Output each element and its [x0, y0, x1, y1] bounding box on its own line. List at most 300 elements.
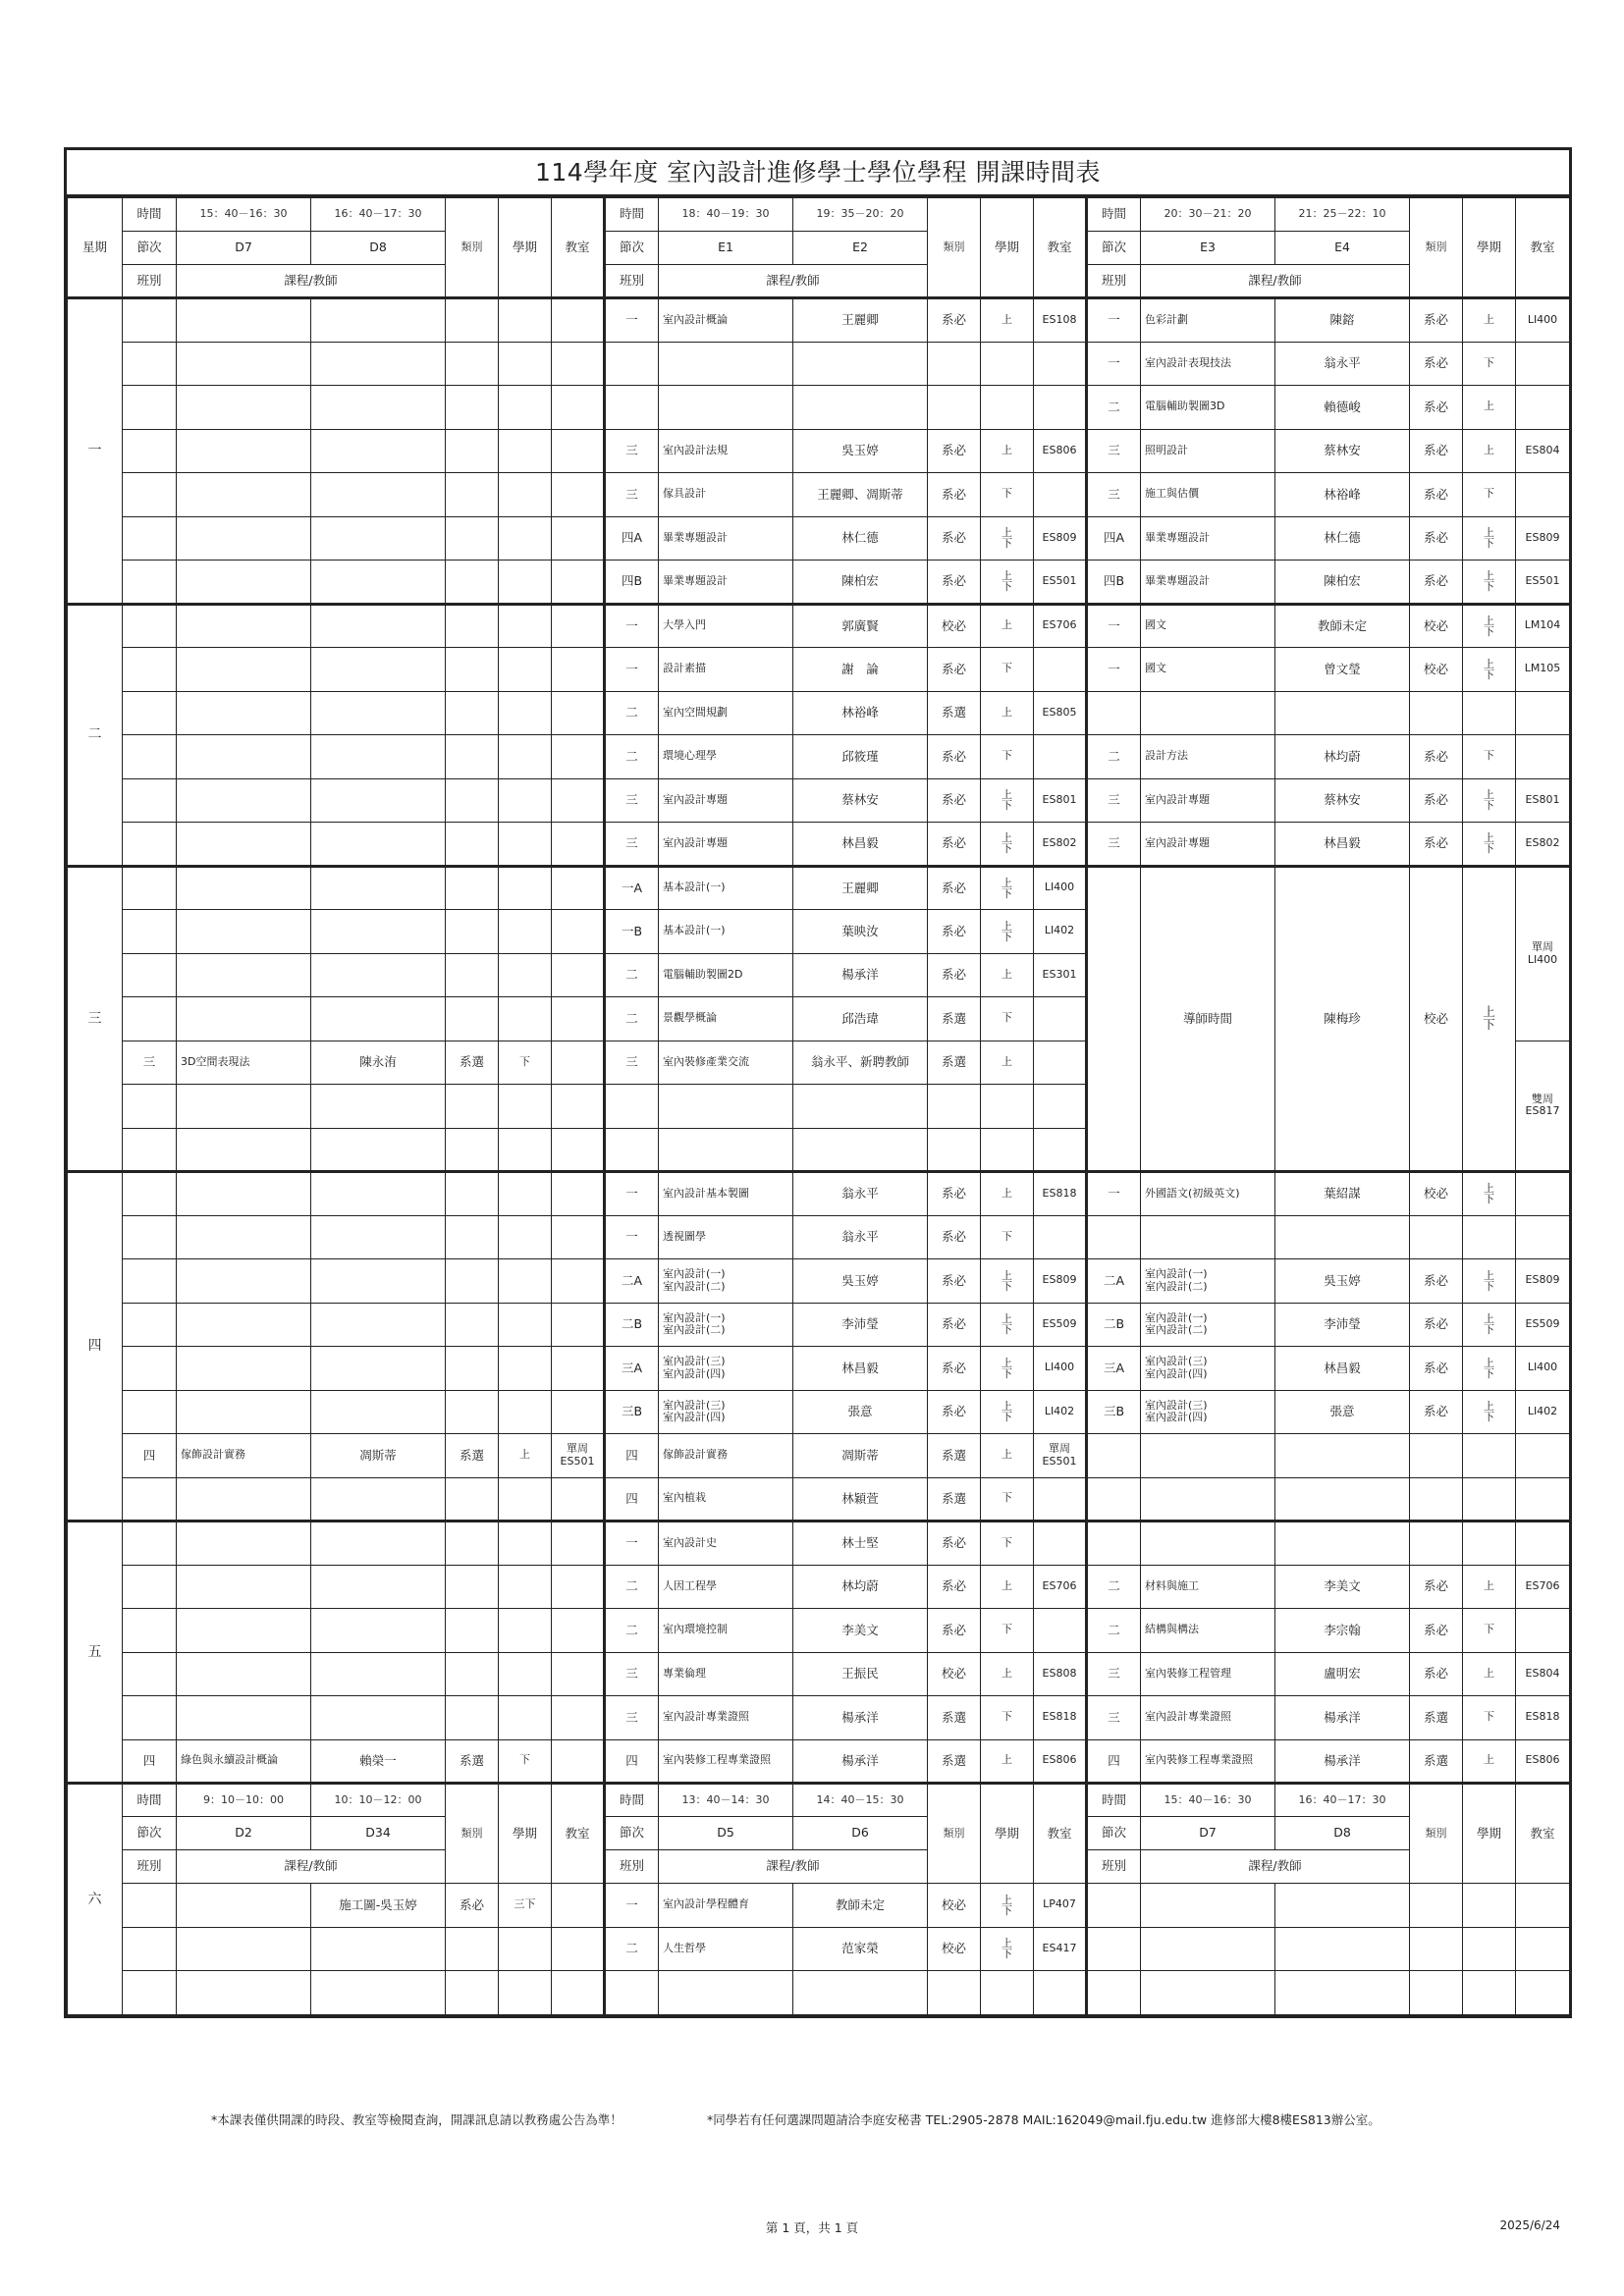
cls-id: 三 — [605, 1041, 659, 1085]
course: 室內空間規劃 — [659, 691, 793, 735]
empty-cell — [552, 735, 605, 779]
room: LI402 — [1034, 910, 1087, 954]
cls-id: 三B — [1087, 1390, 1141, 1434]
room: ES804 — [1516, 429, 1570, 473]
course: 室內設計專題 — [1141, 823, 1275, 867]
teacher: 賴榮一 — [311, 1739, 446, 1784]
empty-cell — [177, 342, 311, 386]
empty-cell — [499, 561, 552, 605]
empty-cell — [311, 516, 446, 561]
room — [1034, 1609, 1087, 1653]
empty-cell — [552, 778, 605, 823]
category: 校必 — [1410, 866, 1463, 1172]
semester — [981, 342, 1034, 386]
empty-cell — [177, 1390, 311, 1434]
category — [1410, 1434, 1463, 1478]
teacher: 范家榮 — [793, 1927, 928, 1971]
cls-id: 三 — [123, 1041, 177, 1085]
cls-id: 四 — [123, 1434, 177, 1478]
empty-cell — [552, 473, 605, 517]
empty-cell — [1410, 1971, 1463, 2015]
empty-cell — [446, 866, 499, 910]
empty-cell — [552, 1347, 605, 1391]
semester: 上 — [1463, 1739, 1516, 1784]
empty-cell — [123, 1609, 177, 1653]
semester: 上 下 — [1463, 1390, 1516, 1434]
empty-cell — [311, 1259, 446, 1304]
empty-cell — [552, 1652, 605, 1696]
empty-cell — [1410, 1884, 1463, 1928]
category: 系必 — [928, 823, 981, 867]
semester: 上 — [981, 953, 1034, 997]
semester: 上 下 — [981, 1884, 1034, 1928]
course: 室內設計學程體育 — [659, 1884, 793, 1928]
category: 系選 — [928, 691, 981, 735]
course: 3D空間表現法 — [177, 1041, 311, 1085]
category: 系選 — [928, 1434, 981, 1478]
course: 室內設計史 — [659, 1522, 793, 1566]
empty-cell — [123, 1522, 177, 1566]
empty-cell — [552, 910, 605, 954]
empty-cell — [552, 298, 605, 343]
room: LI400 — [1516, 298, 1570, 343]
empty-cell — [446, 1085, 499, 1129]
empty-cell — [311, 1696, 446, 1740]
time-label: 時間 — [605, 1784, 659, 1817]
empty-cell — [311, 1609, 446, 1653]
room — [1516, 1434, 1570, 1478]
category: 系必 — [1410, 1652, 1463, 1696]
category-header: 類別 — [928, 1784, 981, 1884]
semester: 上 — [981, 691, 1034, 735]
cls-id: 一 — [1087, 604, 1141, 648]
empty-cell — [123, 1172, 177, 1216]
room: ES809 — [1516, 516, 1570, 561]
time-range: 21：25－22：10 — [1275, 198, 1410, 232]
empty-cell — [311, 1215, 446, 1259]
category: 系選 — [1410, 1696, 1463, 1740]
empty-cell — [552, 386, 605, 430]
course: 大學入門 — [659, 604, 793, 648]
semester — [1463, 691, 1516, 735]
semester: 上 下 — [981, 561, 1034, 605]
teacher: 陳柏宏 — [1275, 561, 1410, 605]
class-label: 班別 — [1087, 265, 1141, 298]
empty-cell — [123, 1477, 177, 1522]
empty-cell — [1087, 1971, 1141, 2015]
semester: 上 — [499, 1434, 552, 1478]
empty-cell — [177, 1128, 311, 1172]
cls-id — [1087, 1434, 1141, 1478]
category: 系必 — [1410, 1565, 1463, 1609]
empty-cell — [446, 386, 499, 430]
category: 系必 — [1410, 823, 1463, 867]
room: 單周 ES501 — [1034, 1434, 1087, 1478]
teacher: 楊承洋 — [793, 1739, 928, 1784]
cls-id: 二 — [1087, 386, 1141, 430]
semester: 下 — [981, 648, 1034, 692]
time-label: 時間 — [605, 198, 659, 232]
period-code: E3 — [1141, 232, 1275, 265]
category — [928, 1971, 981, 2015]
empty-cell — [177, 1696, 311, 1740]
empty-cell — [1275, 1971, 1410, 2015]
teacher: 李沛瑩 — [1275, 1303, 1410, 1347]
room: ES818 — [1516, 1696, 1570, 1740]
semester: 上 下 — [981, 866, 1034, 910]
cls-id: 二A — [605, 1259, 659, 1304]
period-code: E4 — [1275, 232, 1410, 265]
empty-cell — [1463, 1884, 1516, 1928]
empty-cell — [446, 1259, 499, 1304]
room — [1034, 1971, 1087, 2015]
cls-id: 四 — [1087, 1739, 1141, 1784]
semester: 上 下 — [1463, 823, 1516, 867]
empty-cell — [552, 561, 605, 605]
semester: 上 下 — [981, 778, 1034, 823]
category: 系必 — [1410, 1390, 1463, 1434]
category-header: 類別 — [446, 198, 499, 298]
empty-cell — [446, 691, 499, 735]
semester: 上 — [981, 1434, 1034, 1478]
semester: 上 下 — [981, 1927, 1034, 1971]
semester: 上 下 — [981, 823, 1034, 867]
semester: 下 — [1463, 1609, 1516, 1653]
category: 校必 — [928, 604, 981, 648]
teacher: 蔡林安 — [1275, 778, 1410, 823]
cls-id: 二 — [605, 691, 659, 735]
category: 系必 — [928, 648, 981, 692]
time-range: 9：10－10：00 — [177, 1784, 311, 1817]
semester — [1463, 1215, 1516, 1259]
room — [1516, 1522, 1570, 1566]
empty-cell — [499, 1347, 552, 1391]
semester: 上 — [981, 1739, 1034, 1784]
semester: 下 — [981, 1522, 1034, 1566]
course: 室內設計專題 — [659, 823, 793, 867]
category: 系必 — [1410, 516, 1463, 561]
cls-id — [1087, 691, 1141, 735]
empty-cell — [311, 1652, 446, 1696]
course: 室內設計(三) 室內設計(四) — [659, 1390, 793, 1434]
empty-cell — [552, 516, 605, 561]
empty-cell — [552, 604, 605, 648]
empty-cell — [123, 516, 177, 561]
empty-cell — [177, 298, 311, 343]
empty-cell — [446, 1172, 499, 1216]
empty-cell — [123, 778, 177, 823]
cls-id: 三 — [605, 823, 659, 867]
day-tuesday: 二 — [68, 604, 123, 866]
category: 系選 — [928, 1041, 981, 1085]
room — [1516, 342, 1570, 386]
cls-id: 二 — [605, 1565, 659, 1609]
category: 校必 — [928, 1884, 981, 1928]
category-header: 類別 — [1410, 1784, 1463, 1884]
course: 照明設計 — [1141, 429, 1275, 473]
period-code: D7 — [177, 232, 311, 265]
cls-id: 一 — [1087, 298, 1141, 343]
empty-cell — [1141, 1927, 1275, 1971]
cls-id: 二 — [605, 735, 659, 779]
empty-cell — [311, 1172, 446, 1216]
teacher: 翁永平、新聘教師 — [793, 1041, 928, 1085]
page-title: 114學年度 室內設計進修學士學位學程 開課時間表 — [67, 150, 1569, 197]
empty-cell — [123, 1085, 177, 1129]
category: 系必 — [928, 910, 981, 954]
empty-cell — [446, 1477, 499, 1522]
period-code: D8 — [1275, 1817, 1410, 1850]
room: ES809 — [1034, 516, 1087, 561]
empty-cell — [311, 691, 446, 735]
teacher: 凋斯蒂 — [793, 1434, 928, 1478]
category: 系必 — [928, 1259, 981, 1304]
period-label: 節次 — [1087, 1817, 1141, 1850]
teacher: 林穎萱 — [793, 1477, 928, 1522]
cls-id: 二B — [1087, 1303, 1141, 1347]
day-monday: 一 — [68, 298, 123, 605]
empty-cell — [499, 1609, 552, 1653]
course — [659, 342, 793, 386]
cls-id: 一 — [605, 298, 659, 343]
empty-cell — [446, 910, 499, 954]
cls-id: 四 — [605, 1477, 659, 1522]
time-label: 時間 — [1087, 1784, 1141, 1817]
cls-id — [123, 1971, 177, 2015]
teacher: 王麗卿、凋斯蒂 — [793, 473, 928, 517]
semester: 上 下 — [981, 1259, 1034, 1304]
schedule-table — [67, 197, 1570, 2015]
time-range: 16：40－17：30 — [311, 198, 446, 232]
course: 室內設計專題 — [659, 778, 793, 823]
teacher: 葉紹謀 — [1275, 1172, 1410, 1216]
cls-id: 三B — [605, 1390, 659, 1434]
empty-cell — [177, 953, 311, 997]
semester: 上 — [1463, 1652, 1516, 1696]
empty-cell — [446, 516, 499, 561]
category: 系必 — [1410, 429, 1463, 473]
class-label: 班別 — [1087, 1850, 1141, 1884]
empty-cell — [123, 910, 177, 954]
room: ES806 — [1034, 429, 1087, 473]
empty-cell — [311, 1347, 446, 1391]
teacher: 教師未定 — [1275, 604, 1410, 648]
cls-id — [605, 386, 659, 430]
empty-cell — [446, 1215, 499, 1259]
empty-cell — [123, 561, 177, 605]
course: 室內植栽 — [659, 1477, 793, 1522]
room: ES805 — [1034, 691, 1087, 735]
teacher: 郭廣賢 — [793, 604, 928, 648]
course: 外國語文(初級英文) — [1141, 1172, 1275, 1216]
teacher — [793, 386, 928, 430]
empty-cell — [311, 342, 446, 386]
course — [1141, 1434, 1275, 1478]
cls-id — [605, 1971, 659, 2015]
teacher: 陳鎔 — [1275, 298, 1410, 343]
semester: 上 — [1463, 386, 1516, 430]
teacher: 林裕峰 — [793, 691, 928, 735]
category: 系必 — [928, 516, 981, 561]
course-teacher-label: 課程/教師 — [659, 265, 928, 298]
course: 室內設計表現技法 — [1141, 342, 1275, 386]
semester: 上 下 — [1463, 648, 1516, 692]
empty-cell — [177, 1347, 311, 1391]
category — [446, 1971, 499, 2015]
empty-cell — [552, 648, 605, 692]
category — [1410, 1215, 1463, 1259]
semester — [981, 1085, 1034, 1129]
cls-id: 三 — [1087, 1696, 1141, 1740]
empty-cell — [311, 648, 446, 692]
course: 室內設計(一) 室內設計(二) — [659, 1303, 793, 1347]
cls-id — [1087, 866, 1141, 1172]
empty-cell — [446, 1128, 499, 1172]
room: ES802 — [1516, 823, 1570, 867]
semester: 上 — [981, 604, 1034, 648]
cls-id: 二 — [1087, 1565, 1141, 1609]
empty-cell — [177, 1215, 311, 1259]
empty-cell — [499, 1172, 552, 1216]
course-teacher-label: 課程/教師 — [659, 1850, 928, 1884]
cls-id — [605, 1128, 659, 1172]
empty-cell — [499, 997, 552, 1041]
course: 導師時間 — [1141, 866, 1275, 1172]
category: 校必 — [1410, 1172, 1463, 1216]
period-label: 節次 — [605, 232, 659, 265]
semester: 下 — [981, 735, 1034, 779]
empty-cell — [123, 648, 177, 692]
empty-cell — [177, 735, 311, 779]
room — [1034, 473, 1087, 517]
room — [1034, 1085, 1087, 1129]
time-range: 14：40－15：30 — [793, 1784, 928, 1817]
semester-header: 學期 — [981, 198, 1034, 298]
empty-cell — [446, 648, 499, 692]
empty-cell — [552, 997, 605, 1041]
room — [1034, 1477, 1087, 1522]
empty-cell — [552, 1215, 605, 1259]
room-header: 教室 — [552, 198, 605, 298]
empty-cell — [1087, 1884, 1141, 1928]
category: 系必 — [1410, 735, 1463, 779]
empty-cell — [123, 604, 177, 648]
empty-cell — [177, 1522, 311, 1566]
room: ES801 — [1516, 778, 1570, 823]
teacher: 李美文 — [1275, 1565, 1410, 1609]
category: 系必 — [1410, 1347, 1463, 1391]
semester: 上 下 — [1463, 561, 1516, 605]
cls-id: 三 — [605, 429, 659, 473]
room: ES809 — [1034, 1259, 1087, 1304]
empty-cell — [311, 561, 446, 605]
empty-cell — [499, 516, 552, 561]
semester: 上 下 — [981, 1347, 1034, 1391]
empty-cell — [446, 778, 499, 823]
semester: 上 — [1463, 429, 1516, 473]
category: 系必 — [928, 1390, 981, 1434]
empty-cell — [499, 953, 552, 997]
teacher: 曾文瑩 — [1275, 648, 1410, 692]
empty-cell — [446, 953, 499, 997]
cls-id: 二 — [1087, 735, 1141, 779]
room — [1516, 473, 1570, 517]
category: 系選 — [446, 1434, 499, 1478]
category — [1410, 1522, 1463, 1566]
period-code: E2 — [793, 232, 928, 265]
cls-id: 三 — [1087, 1652, 1141, 1696]
category: 系必 — [928, 1609, 981, 1653]
teacher — [1275, 1522, 1410, 1566]
category: 校必 — [1410, 604, 1463, 648]
room: LI400 — [1516, 1347, 1570, 1391]
category: 系必 — [928, 298, 981, 343]
semester — [499, 1927, 552, 1971]
period-label: 節次 — [123, 1817, 177, 1850]
course: 透視圖學 — [659, 1215, 793, 1259]
teacher: 林昌毅 — [793, 1347, 928, 1391]
course: 施工與估價 — [1141, 473, 1275, 517]
time-label: 時間 — [123, 198, 177, 232]
empty-cell — [177, 691, 311, 735]
time-range: 18：40－19：30 — [659, 198, 793, 232]
category: 系必 — [928, 429, 981, 473]
semester: 上 下 — [1463, 516, 1516, 561]
empty-cell — [1087, 1927, 1141, 1971]
semester — [499, 1971, 552, 2015]
empty-cell — [123, 1565, 177, 1609]
room: ES806 — [1034, 1739, 1087, 1784]
category: 系必 — [928, 1172, 981, 1216]
cls-id: 二 — [1087, 1609, 1141, 1653]
course: 室內設計(一) 室內設計(二) — [1141, 1303, 1275, 1347]
empty-cell — [446, 735, 499, 779]
teacher — [793, 1085, 928, 1129]
teacher: 林昌毅 — [1275, 823, 1410, 867]
category: 系選 — [446, 1041, 499, 1085]
category: 系選 — [1410, 1739, 1463, 1784]
day-friday: 五 — [68, 1522, 123, 1784]
teacher — [311, 1927, 446, 1971]
teacher: 葉映汝 — [793, 910, 928, 954]
course: 國文 — [1141, 648, 1275, 692]
course: 環境心理學 — [659, 735, 793, 779]
room: LI402 — [1034, 1390, 1087, 1434]
course: 室內環境控制 — [659, 1609, 793, 1653]
time-range: 15：40－16：30 — [177, 198, 311, 232]
course: 國文 — [1141, 604, 1275, 648]
course: 室內設計基本製圖 — [659, 1172, 793, 1216]
semester: 上 下 — [981, 910, 1034, 954]
empty-cell — [499, 1652, 552, 1696]
category: 系必 — [1410, 473, 1463, 517]
empty-cell — [123, 298, 177, 343]
class-label: 班別 — [123, 1850, 177, 1884]
course: 景觀學概論 — [659, 997, 793, 1041]
semester: 下 — [1463, 735, 1516, 779]
class-label: 班別 — [605, 265, 659, 298]
empty-cell — [177, 910, 311, 954]
course — [1141, 1215, 1275, 1259]
empty-cell — [123, 473, 177, 517]
course: 專業倫理 — [659, 1652, 793, 1696]
empty-cell — [123, 1696, 177, 1740]
cls-id: 一B — [605, 910, 659, 954]
course: 傢飾設計實務 — [659, 1434, 793, 1478]
room — [1034, 386, 1087, 430]
empty-cell — [552, 1085, 605, 1129]
room — [1516, 386, 1570, 430]
